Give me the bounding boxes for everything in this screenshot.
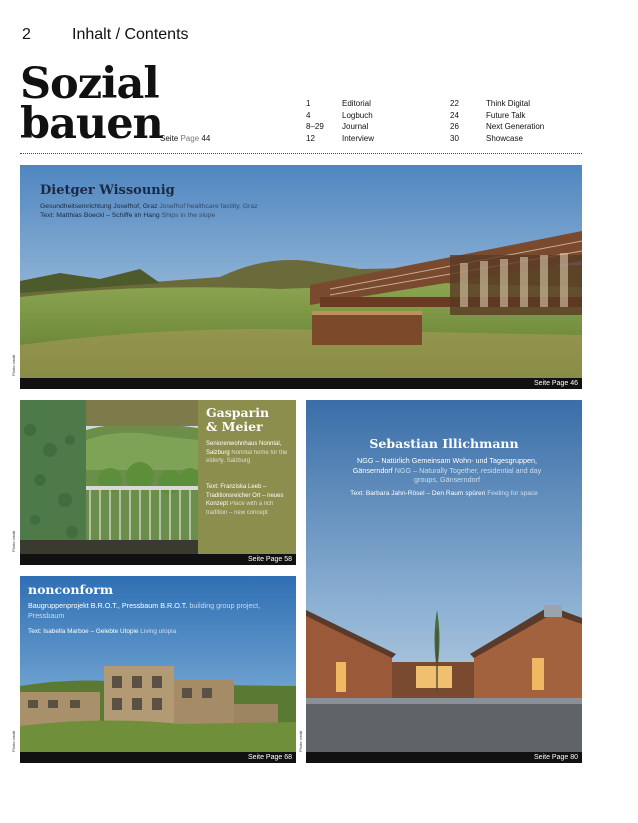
toc-num: 8–29 — [306, 122, 324, 131]
section-title: Inhalt / Contents — [72, 26, 189, 43]
text-credit-en: Place with a rich tradition – new concept — [206, 501, 274, 516]
toc-item-next-generation[interactable]: Next Generation — [486, 122, 545, 131]
feature-gasparin-image[interactable] — [20, 400, 198, 554]
architect-line2: & Meier — [206, 419, 263, 434]
project-de: NGG – Natürlich Gemeinsam Wohn- und Tagesgruppen, Gänserndorf — [352, 456, 537, 475]
feature-gasparin-architect — [206, 406, 269, 434]
title-page-de: Seite — [160, 134, 179, 143]
photo-credit: Photo credit — [11, 354, 16, 376]
page-ref: Seite Page 46 — [534, 380, 578, 387]
architect-line1: Gasparin — [206, 405, 270, 420]
project-de: Baugruppenprojekt B.R.O.T., Pressbaum B.R.O.T. — [28, 601, 188, 610]
project-en: Josefhof healthcare facility, Graz — [159, 203, 258, 210]
toc-col1-numbers — [306, 98, 346, 144]
toc-col1-labels — [342, 98, 442, 144]
project-en: Nonntal home for the elderly, Salzburg — [206, 449, 288, 464]
feature-gasparin-subtitle — [206, 440, 292, 466]
feature-gasparin-text-credit — [206, 483, 292, 517]
text-credit-en: Ships in the slope — [161, 212, 216, 219]
page-number: 2 — [22, 26, 31, 43]
toc-col2-numbers — [450, 98, 486, 144]
project-en: building group project, Pressbaum — [28, 601, 261, 620]
text-credit-de: Text: Barbara Jahn-Rösel – Den Raum spüren — [350, 490, 486, 497]
toc-num: 30 — [450, 133, 459, 143]
feature-wissounig-page-link[interactable] — [20, 378, 582, 389]
feature-illichmann-image[interactable] — [306, 400, 582, 754]
header-divider — [20, 153, 582, 154]
feature-gasparin-page-link[interactable] — [20, 554, 296, 565]
balcony-photo — [20, 400, 198, 554]
feature-illichmann-architect: Sebastian Illichmann — [369, 436, 519, 451]
issue-title — [20, 59, 163, 149]
toc-item-editorial[interactable]: Editorial — [342, 99, 371, 108]
issue-title-line2: bauen — [20, 99, 163, 149]
project-de: Seniorenwohnhaus Nonntal, Salzburg — [206, 441, 282, 456]
feature-nonconform-image[interactable] — [20, 576, 296, 752]
feature-nonconform-text-credit — [28, 628, 288, 635]
toc-item-showcase[interactable]: Showcase — [486, 133, 523, 143]
title-page-ref[interactable] — [160, 134, 210, 143]
text-credit-en: Living utopia — [140, 628, 177, 635]
title-page-num: 44 — [201, 134, 211, 143]
toc-num: 12 — [306, 133, 315, 143]
toc-col2-labels — [486, 98, 582, 144]
toc-item-interview[interactable]: Interview — [342, 133, 375, 143]
feature-wissounig-subtitle — [40, 202, 340, 220]
page-ref: Seite Page 80 — [534, 754, 578, 761]
toc-item-think-digital[interactable]: Think Digital — [486, 99, 531, 108]
toc-item-journal[interactable]: Journal — [342, 122, 369, 131]
text-credit-de: Text: Franziska Leeb – Traditionsreicher Ort – neues Konzept — [206, 484, 284, 507]
project-de: Gesundheitseinrichtung Josefhof, Graz — [40, 203, 158, 210]
toc-num: 22 — [450, 99, 459, 108]
feature-wissounig-architect: Dietger Wissounig — [40, 183, 175, 198]
feature-nonconform-architect: nonconform — [28, 582, 114, 597]
text-credit-de: Text: Isabella Marboe – Gelebte Utopie — [28, 628, 139, 635]
page-ref: Seite Page 58 — [248, 556, 292, 563]
feature-illichmann-subtitle — [340, 456, 554, 485]
feature-nonconform-page-link[interactable] — [20, 752, 296, 763]
photo-credit: Photo credit — [11, 530, 16, 552]
toc-num: 4 — [306, 110, 311, 120]
toc-item-future-talk[interactable]: Future Talk — [486, 110, 526, 120]
toc-num: 1 — [306, 99, 311, 108]
feature-nonconform-subtitle — [28, 601, 268, 621]
project-en: NGG – Naturally Together, residential and day groups, Gänserndorf — [394, 465, 542, 485]
feature-wissounig-image[interactable] — [20, 165, 582, 378]
photo-credit: Photo credit — [298, 730, 303, 752]
page-ref: Seite Page 68 — [248, 754, 292, 761]
feature-illichmann-page-link[interactable] — [306, 752, 582, 763]
text-credit-en: Feeling for space — [487, 490, 538, 497]
issue-title-line1: Sozial — [20, 59, 159, 109]
toc-num: 24 — [450, 110, 459, 120]
feature-illichmann-text-credit — [306, 490, 582, 497]
toc-item-logbuch[interactable]: Logbuch — [342, 110, 373, 120]
feature-gasparin-panel — [198, 400, 296, 554]
toc-num: 26 — [450, 122, 459, 131]
photo-credit: Photo credit — [11, 730, 16, 752]
title-page-en: Page — [180, 134, 200, 143]
text-credit-de: Text: Matthias Boeckl – Schiffe im Hang — [40, 212, 160, 219]
courtyard-photo — [306, 400, 582, 754]
